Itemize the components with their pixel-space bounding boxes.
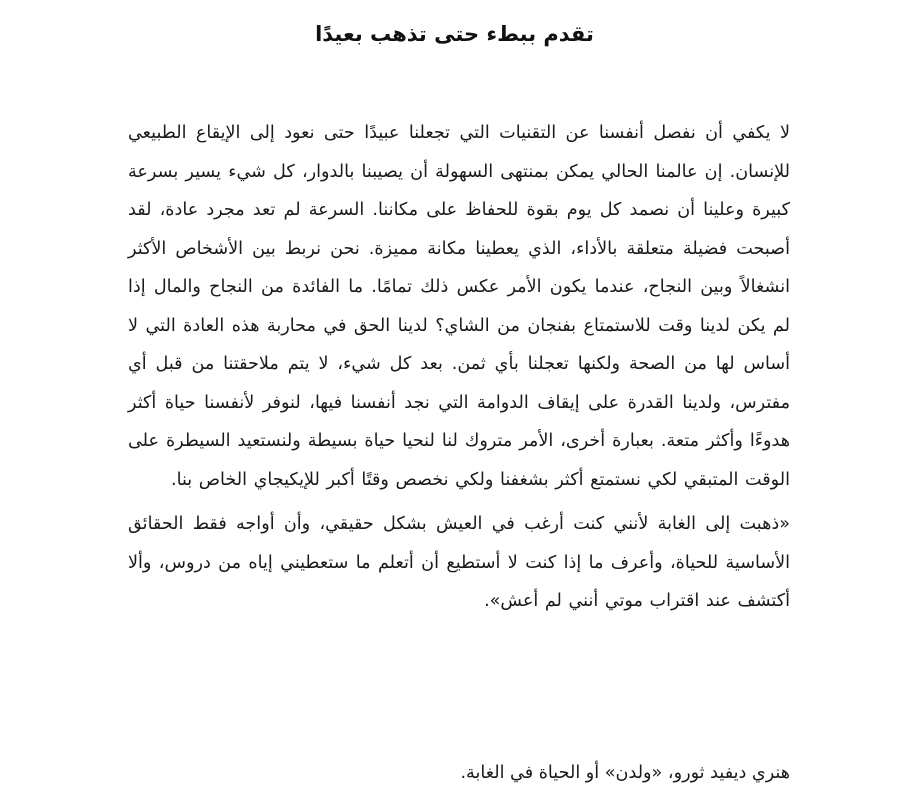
body-text [128, 114, 790, 621]
paragraph-quote: «ذهبت إلى الغابة لأنني كنت أرغب في العيش بشكل حقيقي، وأن أواجه فقط الحقائق الأساسية للحياة، وأعرف ما إذا كنت لا أستطيع أن أتعلم ما ستعطيني إياه من دروس، وألا أكتشف عند اقتراب موتي أنني لم أعش». [128, 514, 790, 611]
quote-attribution: هنري ديفيد ثورو، «ولدن» أو الحياة في الغابة. [460, 763, 790, 783]
paragraph-main: لا يكفي أن نفصل أنفسنا عن التقنيات التي تجعلنا عبيدًا حتى نعود إلى الإيقاع الطبيعي للإنسان. إن عالمنا الحالي يمكن بمنتهى السهولة أن يصيبنا بالدوار، كل شيء يسير بسرعة كبيرة وعلينا أن نصمد كل يوم بقوة للحفاظ على مكاننا. السرعة لم تعد مجرد عادة، لقد أصبحت فضيلة متعلقة بالأداء، الذي يعطينا مكانة مميزة. نحن نربط بين الأشخاص الأكثر انشغالاً وبين النجاح، عندما يكون الأمر عكس ذلك تمامًا. ما الفائدة من النجاح والمال إذا لم يكن لدينا وقت للاستمتاع بفنجان من الشاي؟ لدينا الحق في محاربة هذه العادة التي لا أساس لها من الصحة ولكنها تعجلنا بأي ثمن. بعد كل شيء، لا يتم ملاحقتنا من قبل أي مفترس، ولدينا القدرة على إيقاف الدوامة التي نجد أنفسنا فيها، لنوفر لأنفسنا حياة أكثر هدوءًا وأكثر متعة. بعبارة أخرى، الأمر متروك لنا لنحيا حياة بسيطة ولنستعيد السيطرة على الوقت المتبقي لكي نستمتع أكثر بشغفنا ولكي نخصص وقتًا أكبر للإيكيجاي الخاص بنا. [128, 123, 790, 490]
page-title: تقدم ببطء حتى تذهب بعيدًا [315, 22, 594, 46]
